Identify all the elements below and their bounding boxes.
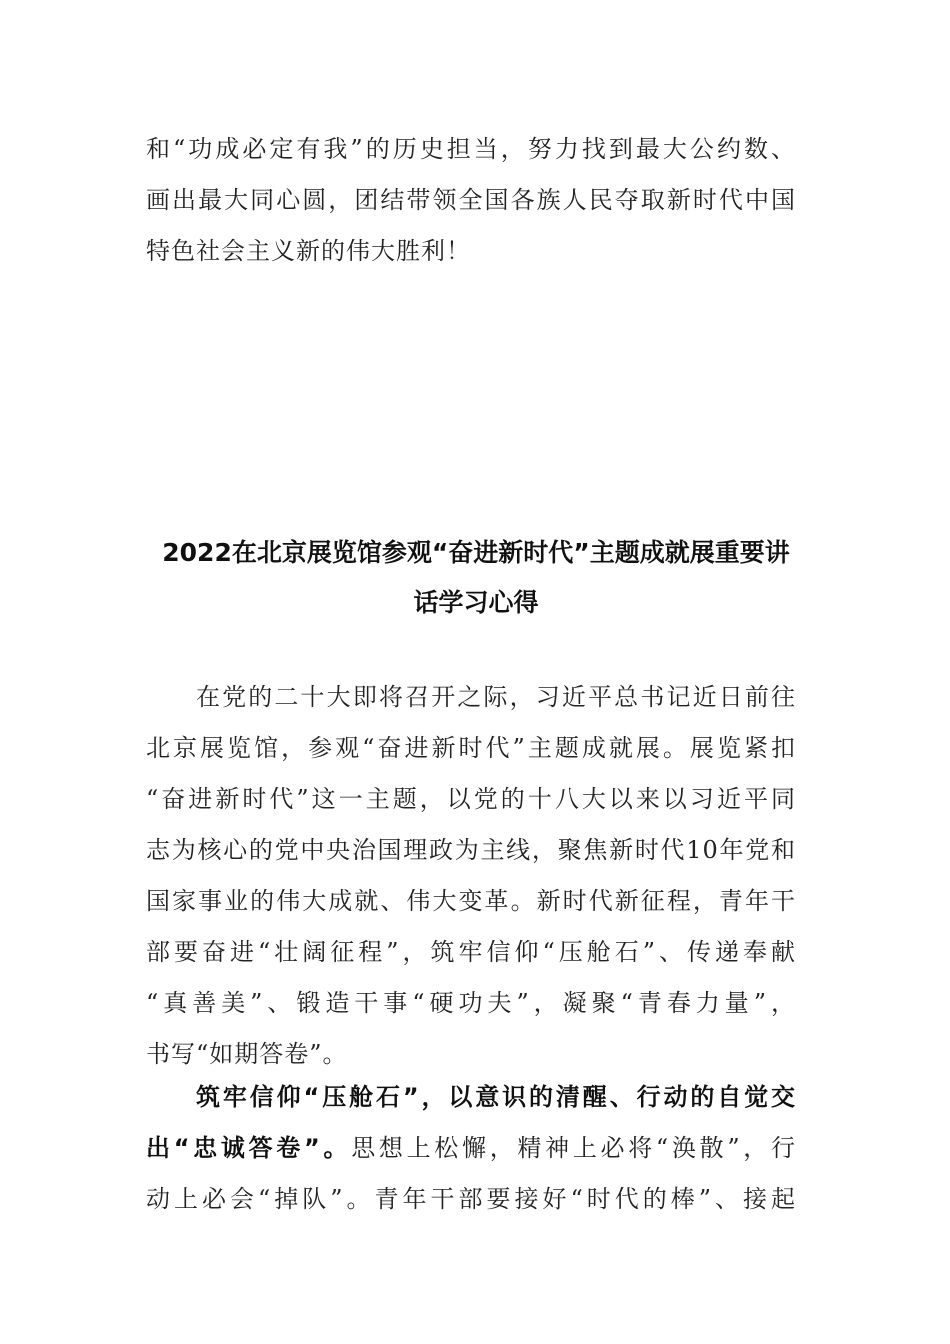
text-line: 特色社会主义新的伟大胜利！ xyxy=(146,237,471,265)
paragraph-1 xyxy=(146,672,796,1080)
bold-heading-line: 筑牢信仰“压舱石”，以意识的清醒、行动的自觉交 xyxy=(196,1083,796,1111)
paragraph-2 xyxy=(146,1072,796,1225)
text-line: 部要奋进“壮阔征程”，筑牢信仰“压舱石”、传递奉献 xyxy=(146,938,796,966)
title-line: 话学习心得 xyxy=(413,588,539,617)
text-line: 志为核心的党中央治国理政为主线，聚焦新时代10年党和 xyxy=(146,836,796,864)
body-text: 思想上松懈，精神上必将“涣散”，行 xyxy=(351,1134,796,1162)
text-line: “真善美”、锻造干事“硬功夫”，凝聚“青春力量”， xyxy=(146,989,796,1017)
article-title xyxy=(146,528,806,628)
text-line: 动上必会“掉队”。青年干部要接好“时代的棒”、接起 xyxy=(146,1185,796,1213)
text-line xyxy=(146,1123,796,1174)
text-line: “奋进新时代”这一主题，以党的十八大以来以习近平同 xyxy=(146,785,796,813)
text-line: 北京展览馆，参观“奋进新时代”主题成就展。展览紧扣 xyxy=(146,734,796,762)
title-line: 2022在北京展览馆参观“奋进新时代”主题成就展重要讲 xyxy=(162,538,790,567)
bold-heading-text: 出“忠诚答卷”。 xyxy=(146,1134,352,1162)
previous-paragraph xyxy=(146,124,796,277)
text-line: 在党的二十大即将召开之际，习近平总书记近日前往 xyxy=(196,683,796,711)
text-line: 书写“如期答卷”。 xyxy=(146,1040,348,1068)
text-line: 国家事业的伟大成就、伟大变革。新时代新征程，青年干 xyxy=(146,887,796,915)
text-line: 画出最大同心圆，团结带领全国各族人民夺取新时代中国 xyxy=(146,186,796,214)
text-line: 和“功成必定有我”的历史担当，努力找到最大公约数、 xyxy=(146,135,796,163)
